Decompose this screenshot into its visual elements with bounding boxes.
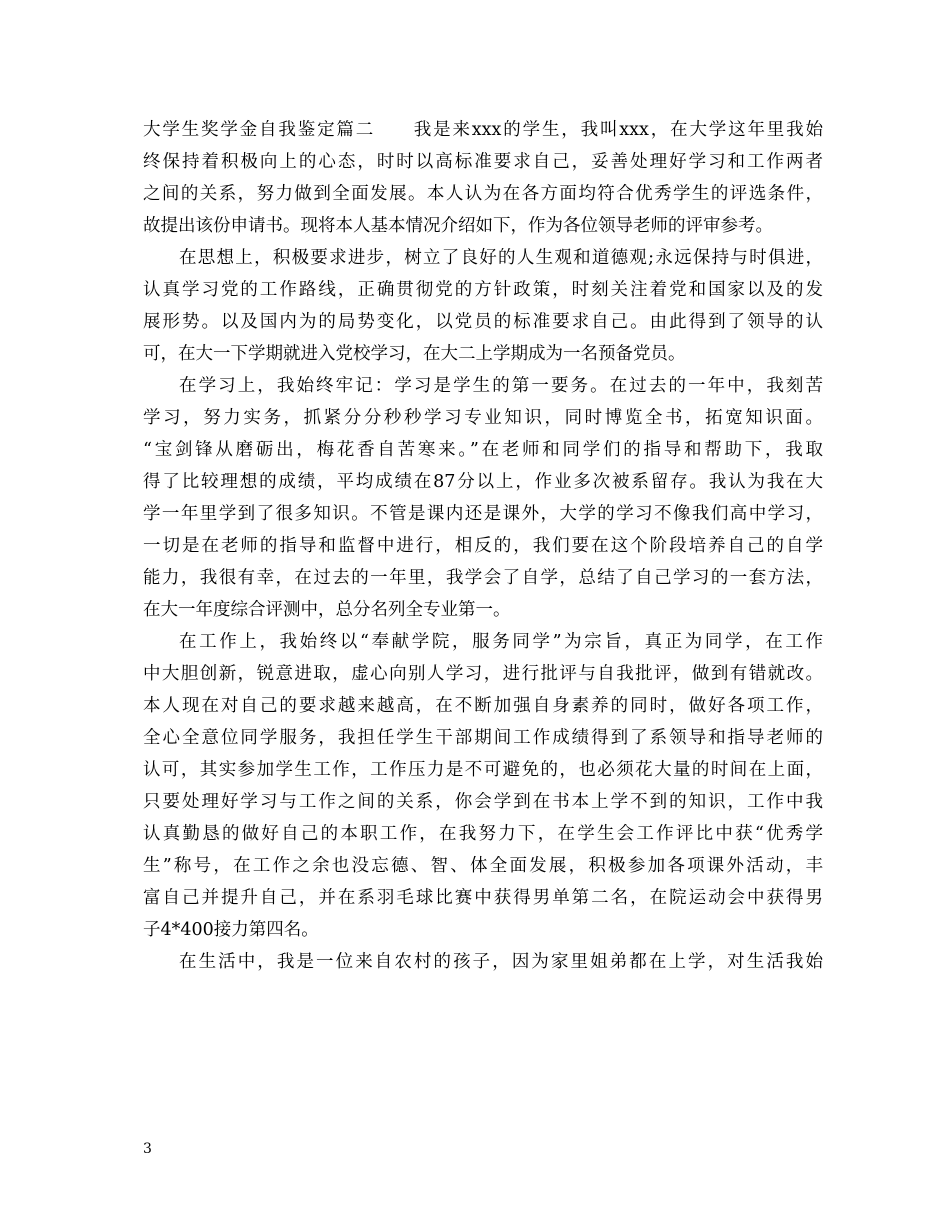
text-line: 学习，努力实务，抓紧分分秒秒学习专业知识，同时博览全书，拓宽知识面。 xyxy=(143,408,823,428)
text-line: 本人现在对自己的要求越来越高，在不断加强自身素养的同时，做好各项工作， xyxy=(143,696,823,716)
text-line: 只要处理好学习与工作之间的关系，你会学到在书本上学不到的知识，工作中我 xyxy=(143,792,823,812)
text-line: 展形势。以及国内为的局势变化，以党员的标准要求自己。由此得到了领导的认 xyxy=(143,312,823,332)
text-line: 学一年里学到了很多知识。不管是课内还是课外，大学的学习不像我们高中学习， xyxy=(143,504,823,524)
text-line: 在生活中，我是一位来自农村的孩子，因为家里姐弟都在上学，对生活我始 xyxy=(179,952,823,972)
text-line: 能力，我很有幸，在过去的一年里，我学会了自学，总结了自己学习的一套方法， xyxy=(143,568,823,588)
text-line: 大学生奖学金自我鉴定篇二 我是来xxx的学生，我叫xxx，在大学这年里我始 xyxy=(143,120,823,140)
text-line: 故提出该份申请书。现将本人基本情况介绍如下，作为各位领导老师的评审参考。 xyxy=(143,216,773,236)
text-line: 得了比较理想的成绩，平均成绩在87分以上，作业多次被系留存。我认为我在大 xyxy=(143,472,823,492)
text-line: 在思想上，积极要求进步，树立了良好的人生观和道德观;永远保持与时俱进， xyxy=(179,248,823,268)
text-line: 终保持着积极向上的心态，时时以高标准要求自己，妥善处理好学习和工作两者 xyxy=(143,152,823,172)
text-line: 在学习上，我始终牢记：学习是学生的第一要务。在过去的一年中，我刻苦 xyxy=(179,376,823,396)
text-line: 认真勤恳的做好自己的本职工作，在我努力下，在学生会工作评比中获“优秀学 xyxy=(143,824,823,844)
text-line: 子4*400接力第四名。 xyxy=(143,920,319,940)
page-number: 3 xyxy=(143,1141,152,1157)
text-line: 生”称号，在工作之余也没忘德、智、体全面发展，积极参加各项课外活动，丰 xyxy=(143,856,823,876)
text-line: 可，在大一下学期就进入党校学习，在大二上学期成为一名预备党员。 xyxy=(143,344,686,364)
text-line: 之间的关系，努力做到全面发展。本人认为在各方面均符合优秀学生的评选条件， xyxy=(143,184,823,204)
text-line: 全心全意位同学服务，我担任学生干部期间工作成绩得到了系领导和指导老师的 xyxy=(143,728,823,748)
text-line: 中大胆创新，锐意进取，虚心向别人学习，进行批评与自我批评，做到有错就改。 xyxy=(143,664,823,684)
text-line: “宝剑锋从磨砺出，梅花香自苦寒来。”在老师和同学们的指导和帮助下，我取 xyxy=(143,440,823,460)
text-line: 在工作上，我始终以“奉献学院，服务同学”为宗旨，真正为同学，在工作 xyxy=(179,632,823,652)
text-line: 认可，其实参加学生工作，工作压力是不可避免的，也必须花大量的时间在上面， xyxy=(143,760,823,780)
text-line: 一切是在老师的指导和监督中进行，相反的，我们要在这个阶段培养自己的自学 xyxy=(143,536,823,556)
text-line: 在大一年度综合评测中，总分名列全专业第一。 xyxy=(143,600,511,620)
text-line: 富自己并提升自己，并在系羽毛球比赛中获得男单第二名，在院运动会中获得男 xyxy=(143,888,823,908)
text-line: 认真学习党的工作路线，正确贯彻党的方针政策，时刻关注着党和国家以及的发 xyxy=(143,280,823,300)
